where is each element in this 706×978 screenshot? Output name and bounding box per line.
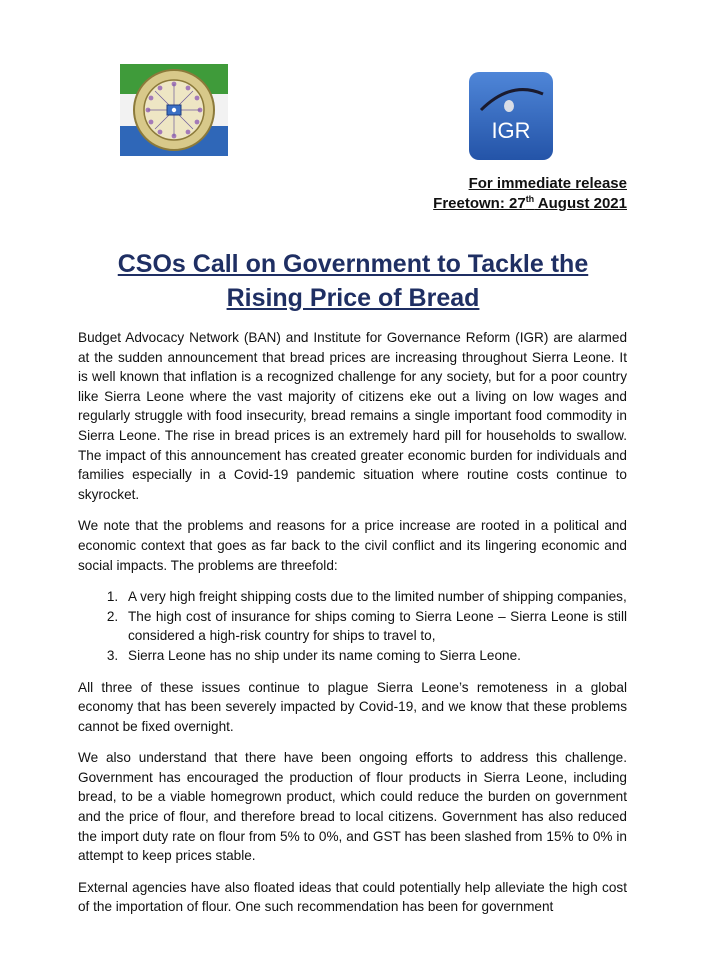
release-line-2 [433, 194, 627, 214]
release-line-1 [433, 174, 627, 194]
igr-logo-text: IGR [491, 118, 531, 143]
paragraph-4: We also understand that there have been ongoing efforts to address this challenge. Government has encouraged the production of flour products in Sierra Leone, including bread, to be a viable homegrown product, which could reduce the burden on government and the price of flour, and therefore bread to local citizens. Government has also reduced the import duty rate on flour from 5% to 0%, and GST has been slashed from 15% to 0% in attempt to keep prices stable. [78, 750, 627, 864]
list-item: 2. The high cost of insurance for ships coming to Sierra Leone – Sierra Leone is still considered a high-risk country for ships to travel to, [122, 607, 627, 646]
list-item: 3. Sierra Leone has no ship under its name coming to Sierra Leone. [122, 646, 627, 666]
paragraph-5: External agencies have also floated ideas that could potentially help alleviate the high cost of the importation of flour. One such recommendation has been for government [78, 879, 627, 915]
ban-logo [120, 64, 228, 156]
problems-list [78, 587, 627, 665]
release-header [433, 174, 627, 214]
release-date [433, 195, 627, 212]
title-line-2: Rising Price of Bread [226, 284, 480, 312]
ban-logo-graphic [120, 64, 228, 156]
release-date-prefix: Freetown: 27 [433, 195, 526, 212]
release-label: For immediate release [468, 175, 627, 192]
release-date-sup: th [525, 194, 535, 204]
page-title [60, 247, 646, 315]
list-item: 1. A very high freight shipping costs due to the limited number of shipping companies, [122, 587, 627, 607]
paragraph-2: We note that the problems and reasons for a price increase are rooted in a political and economic context that goes as far back to the civil conflict and its lingering economic and social impacts. The problems are threefold: [78, 518, 627, 573]
igr-logo-graphic [469, 72, 553, 160]
article-body [78, 328, 627, 929]
title-line-1: CSOs Call on Government to Tackle the [117, 250, 589, 278]
paragraph-3: All three of these issues continue to plague Sierra Leone’s remoteness in a global economy that has been severely impacted by Covid-19, and we know that these problems cannot be fixed overnight. [78, 679, 627, 734]
igr-logo [469, 72, 553, 160]
paragraph-1: Budget Advocacy Network (BAN) and Institute for Governance Reform (IGR) are alarmed at the sudden announcement that bread prices are increasing throughout Sierra Leone. It is well known that inflation is a recognized challenge for any society, but for a poor country like Sierra Leone where the vast majority of citizens eke out a living on low wages and regularly struggle with food insecurity, bread remains a single important food commodity in Sierra Leone. The rise in bread prices is an extremely hard pill for households to swallow. The impact of this announcement has created greater economic burden for individuals and families especially in a Covid-19 pandemic situation where routine costs continue to skyrocket. [78, 330, 627, 502]
release-date-suffix: August 2021 [534, 195, 627, 212]
